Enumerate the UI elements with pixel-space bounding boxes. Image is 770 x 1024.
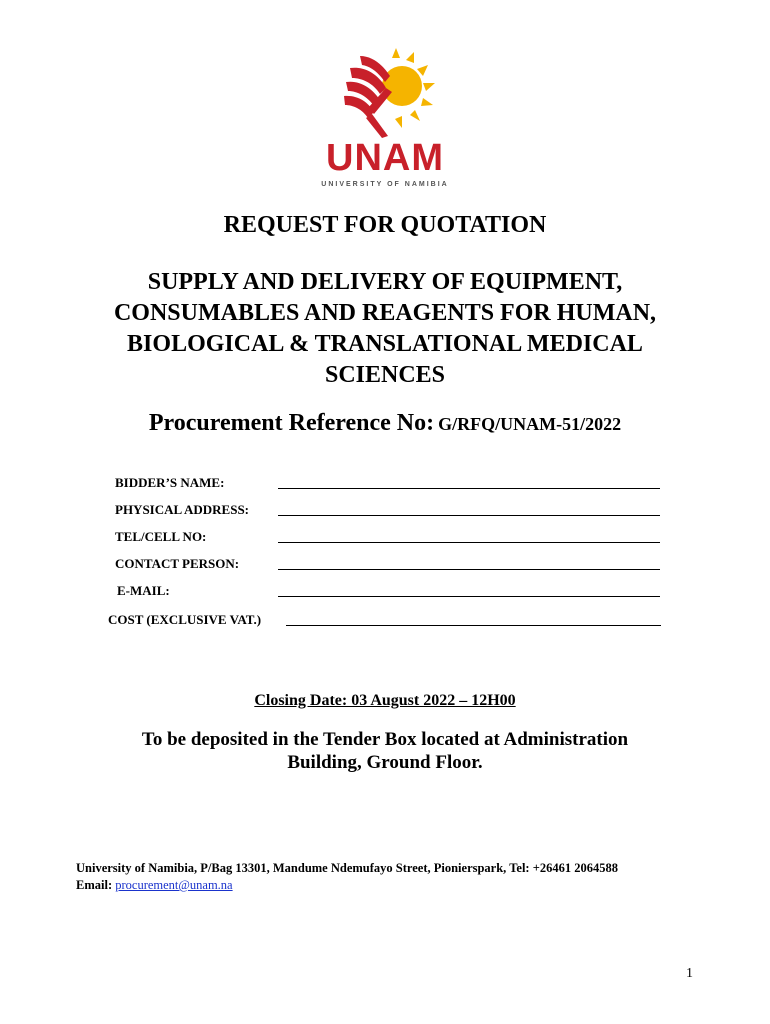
footer-email-line [76,877,716,894]
footer-contact [76,860,716,894]
logo-wordmark: UNAM [326,137,444,179]
tender-subject [60,267,710,391]
bidder-name-field [115,475,660,493]
contact-person-blank[interactable] [278,569,660,570]
subject-line: SUPPLY AND DELIVERY OF EQUIPMENT, [147,269,623,295]
procurement-label: Procurement Reference No: [148,410,435,436]
physical-address-blank[interactable] [278,515,660,516]
subject-line: SCIENCES [324,362,446,388]
footer-email-label: Email: [76,878,113,892]
tel-cell-field [115,529,660,547]
procurement-number: G/RFQ/UNAM-51/2022 [438,414,622,434]
physical-address-field [115,502,660,520]
logo-subtitle: UNIVERSITY OF NAMIBIA [321,181,449,188]
field-label: CONTACT PERSON: [115,556,240,571]
closing-date: Closing Date: 03 August 2022 – 12H00 [254,692,516,709]
deposit-instruction [100,728,670,774]
footer-address: University of Namibia, P/Bag 13301, Mandume Ndemufayo Street, Pionierspark, Tel: +26461 2064588 [76,861,618,875]
subject-line: CONSUMABLES AND REAGENTS FOR HUMAN, [113,300,657,326]
cost-field [108,612,661,630]
unam-book-sun-icon [340,48,440,140]
email-blank[interactable] [278,596,660,597]
contact-person-field [115,556,660,574]
deposit-line: Building, Ground Floor. [287,752,483,773]
field-label: BIDDER’S NAME: [115,475,225,490]
procurement-reference [0,410,770,437]
page-number: 1 [686,966,693,981]
field-label: TEL/CELL NO: [115,529,207,544]
cost-label: COST (EXCLUSIVE VAT.) [108,612,262,627]
field-label: PHYSICAL ADDRESS: [115,502,250,517]
cost-blank[interactable] [286,625,661,626]
unam-logo [310,48,460,188]
bidder-name-blank[interactable] [278,488,660,489]
document-title: REQUEST FOR QUOTATION [223,212,547,238]
deposit-line: To be deposited in the Tender Box located at Administration [141,729,629,750]
field-label: E-MAIL: [117,583,170,598]
subject-line: BIOLOGICAL & TRANSLATIONAL MEDICAL [127,331,643,357]
email-field [117,583,660,601]
email-link[interactable]: procurement@unam.na [115,878,233,892]
tel-cell-blank[interactable] [278,542,660,543]
